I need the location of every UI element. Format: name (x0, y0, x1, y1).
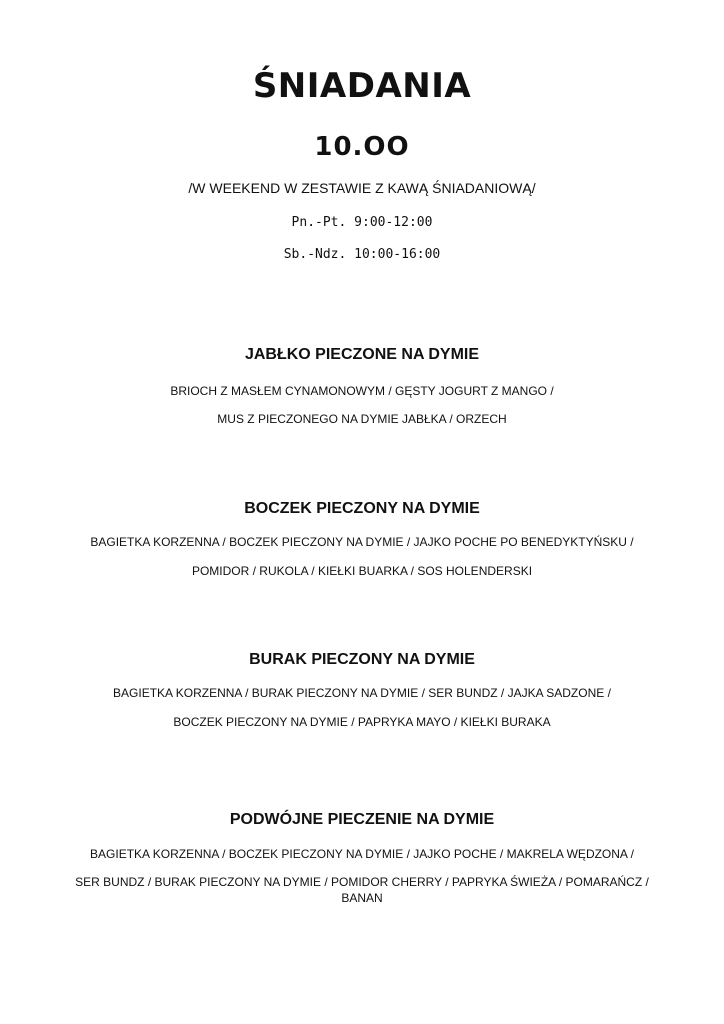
dish-ingredients-line: BAGIETKA KORZENNA / BURAK PIECZONY NA DYMIE / SER BUNDZ / JAJKA SADZONE / (113, 686, 611, 700)
dish-name: BURAK PIECZONY NA DYMIE (249, 651, 475, 668)
menu-price: 10.OO (314, 132, 410, 162)
dish-ingredients-line: BAGIETKA KORZENNA / BOCZEK PIECZONY NA DYMIE / JAJKO POCHE / MAKRELA WĘDZONA / (90, 847, 634, 861)
dish-name: BOCZEK PIECZONY NA DYMIE (244, 500, 480, 517)
menu-subtitle: /W WEEKEND W ZESTAWIE Z KAWĄ ŚNIADANIOWĄ/ (188, 180, 536, 196)
dish-name: PODWÓJNE PIECZENIE NA DYMIE (229, 811, 495, 828)
hours-weekday: Pn.-Pt. 9:00-12:00 (291, 215, 433, 230)
dish-ingredients-line: BRIOCH Z MASŁEM CYNAMONOWYM / GĘSTY JOGURT Z MANGO / (170, 384, 554, 398)
dish-ingredients-line: BOCZEK PIECZONY NA DYMIE / PAPRYKA MAYO / KIEŁKI BURAKA (173, 715, 551, 729)
menu-title: ŚNIADANIA (252, 66, 472, 106)
dish-name: JABŁKO PIECZONE NA DYMIE (244, 346, 480, 363)
dish-ingredients-line: POMIDOR / RUKOLA / KIEŁKI BUARKA / SOS HOLENDERSKI (191, 564, 533, 578)
dish-ingredients-line: SER BUNDZ / BURAK PIECZONY NA DYMIE / POMIDOR CHERRY / PAPRYKA ŚWIEŻA / POMARAŃCZ / BANAN (75, 875, 649, 905)
dish-ingredients-line: BAGIETKA KORZENNA / BOCZEK PIECZONY NA DYMIE / JAJKO POCHE PO BENEDYKTYŃSKU / (90, 535, 634, 549)
dish-ingredients-line: MUS Z PIECZONEGO NA DYMIE JABŁKA / ORZECH (217, 412, 507, 426)
hours-weekend: Sb.-Ndz. 10:00-16:00 (283, 247, 441, 262)
